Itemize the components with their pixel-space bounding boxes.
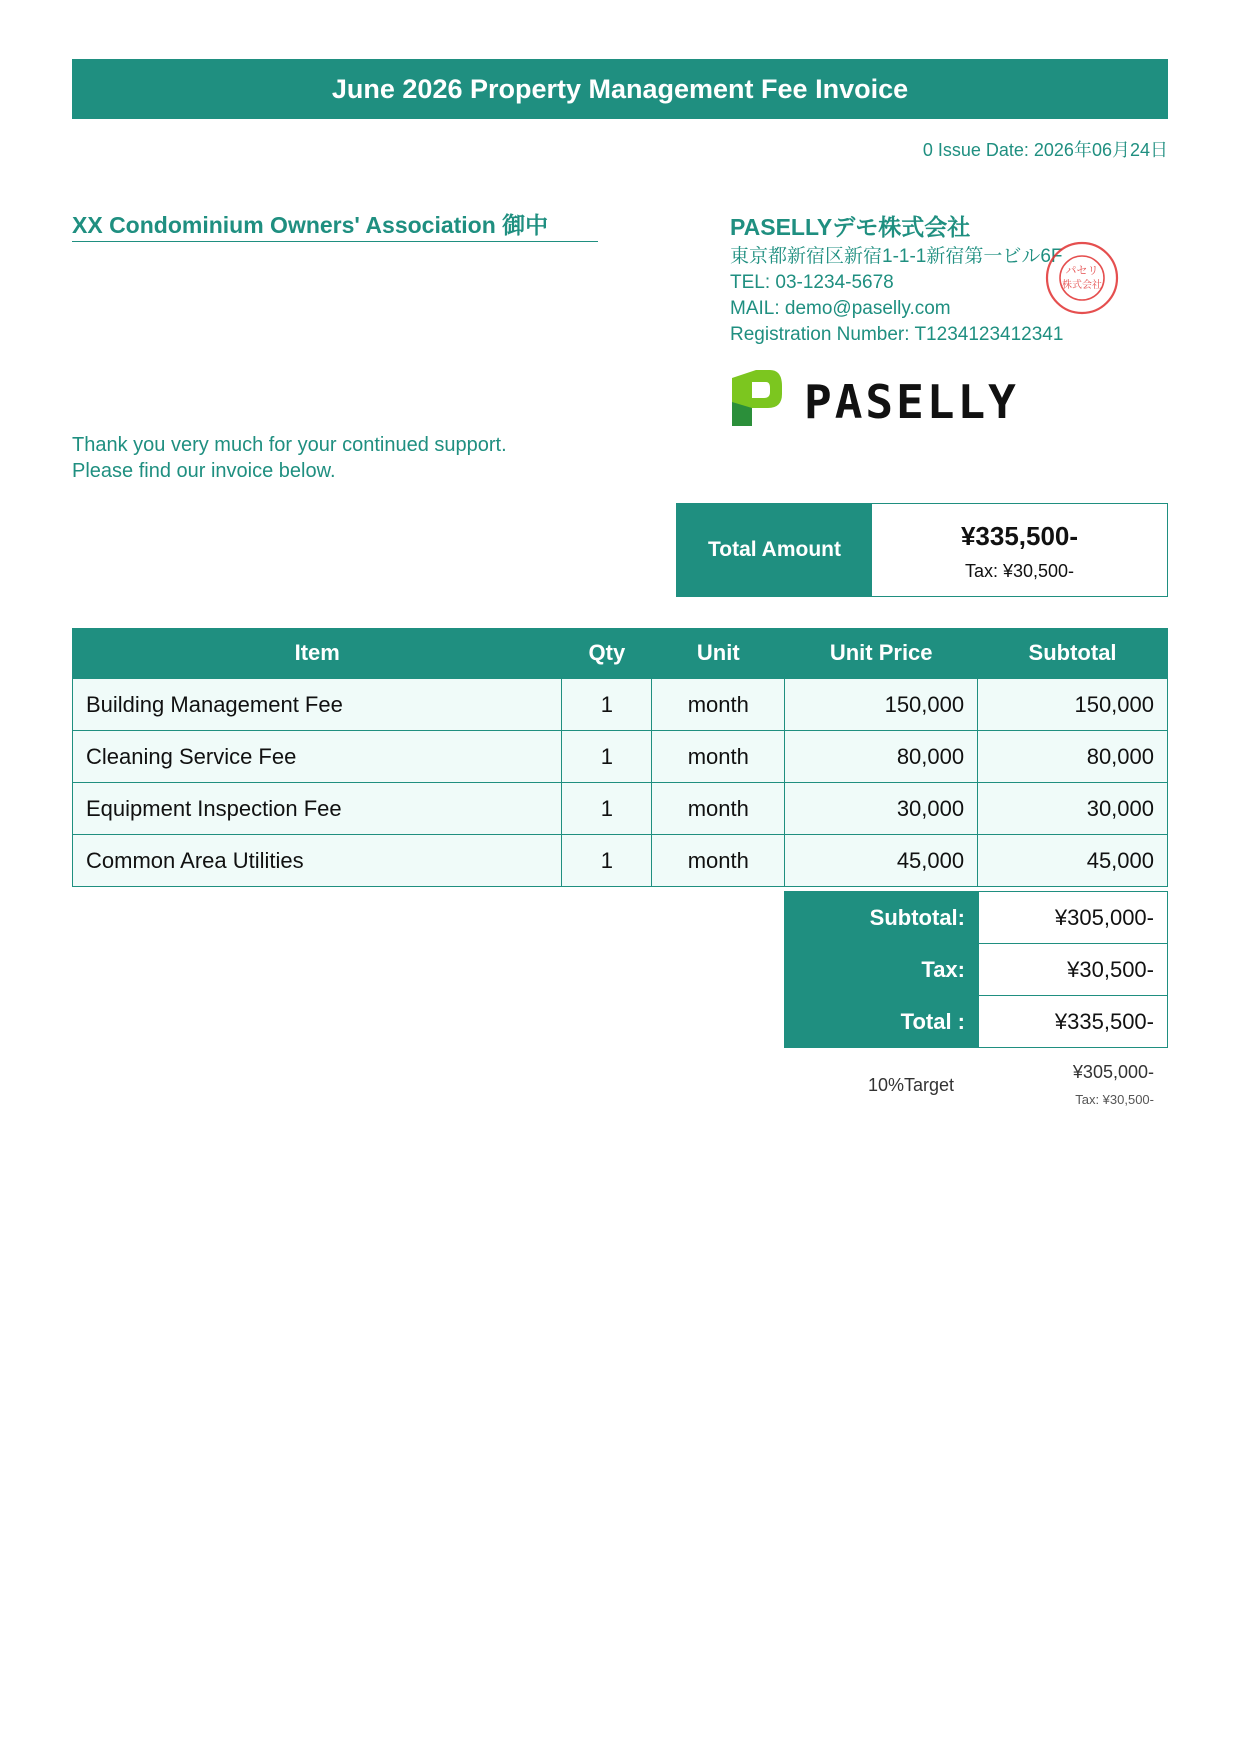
header-unit-price: Unit Price	[785, 628, 978, 679]
svg-text:PASELLY: PASELLY	[804, 375, 1019, 428]
header-qty: Qty	[562, 628, 652, 679]
cell-qty: 1	[562, 679, 652, 731]
company-address: 東京都新宿区新宿1-1-1新宿第一ビル6F	[730, 246, 1063, 267]
table-row	[73, 835, 1168, 887]
svg-text:パセリ: パセリ	[1065, 264, 1099, 277]
company-seal-stamp	[1044, 240, 1120, 316]
company-registration: Registration Number: T1234123412341	[730, 324, 1064, 345]
summary-total-label: Total :	[785, 996, 979, 1048]
line-items-table	[72, 628, 1168, 887]
invoice-title: June 2026 Property Management Fee Invoice	[72, 59, 1168, 119]
cell-unit-price: 30,000	[785, 783, 978, 835]
summary-table	[784, 891, 1168, 1048]
cell-unit-price: 80,000	[785, 731, 978, 783]
total-amount-tax: Tax: ¥30,500-	[964, 560, 1075, 581]
issue-date: 0 Issue Date: 2026年06月24日	[922, 140, 1168, 160]
recipient-name: XX Condominium Owners' Association 御中	[72, 212, 598, 242]
tax-target-tax: Tax: ¥30,500-	[1075, 1092, 1154, 1107]
greeting-line-1: Thank you very much for your continued support.	[72, 434, 507, 456]
total-amount-value-cell	[872, 504, 1167, 596]
company-name: PASELLYデモ株式会社	[730, 214, 971, 240]
company-mail: MAIL: demo@paselly.com	[730, 298, 951, 319]
summary-tax-value: ¥30,500-	[979, 944, 1168, 996]
total-amount-value: ¥335,500-	[960, 520, 1079, 551]
cell-unit-price: 45,000	[785, 835, 978, 887]
table-header-row	[73, 628, 1168, 679]
cell-subtotal: 45,000	[978, 835, 1168, 887]
cell-unit: month	[652, 731, 785, 783]
greeting-line-2: Please find our invoice below.	[72, 460, 336, 482]
cell-qty: 1	[562, 731, 652, 783]
cell-subtotal: 30,000	[978, 783, 1168, 835]
summary-subtotal-row	[785, 892, 1168, 944]
greeting	[72, 432, 507, 484]
cell-unit: month	[652, 835, 785, 887]
summary-subtotal-value: ¥305,000-	[979, 892, 1168, 944]
company-tel: TEL: 03-1234-5678	[730, 272, 894, 293]
cell-item: Equipment Inspection Fee	[73, 783, 562, 835]
cell-item: Common Area Utilities	[73, 835, 562, 887]
cell-item: Building Management Fee	[73, 679, 562, 731]
header-subtotal: Subtotal	[978, 628, 1168, 679]
tax-target-amount: ¥305,000-	[1072, 1062, 1154, 1082]
summary-tax-label: Tax:	[785, 944, 979, 996]
tax-target-label: 10%Target	[868, 1075, 955, 1095]
cell-subtotal: 150,000	[978, 679, 1168, 731]
cell-qty: 1	[562, 835, 652, 887]
summary-total-row	[785, 996, 1168, 1048]
table-row	[73, 679, 1168, 731]
summary-subtotal-label: Subtotal:	[785, 892, 979, 944]
paselly-logo	[730, 368, 1060, 428]
summary-total-value: ¥335,500-	[979, 996, 1168, 1048]
cell-item: Cleaning Service Fee	[73, 731, 562, 783]
summary-tax-row	[785, 944, 1168, 996]
total-amount-box	[676, 503, 1168, 597]
table-row	[73, 783, 1168, 835]
cell-unit-price: 150,000	[785, 679, 978, 731]
table-row	[73, 731, 1168, 783]
svg-text:株式会社: 株式会社	[1062, 280, 1102, 291]
total-amount-label: Total Amount	[677, 504, 872, 596]
cell-unit: month	[652, 783, 785, 835]
cell-unit: month	[652, 679, 785, 731]
header-item: Item	[73, 628, 562, 679]
header-unit: Unit	[652, 628, 785, 679]
company-info	[730, 212, 1063, 348]
cell-qty: 1	[562, 783, 652, 835]
cell-subtotal: 80,000	[978, 731, 1168, 783]
